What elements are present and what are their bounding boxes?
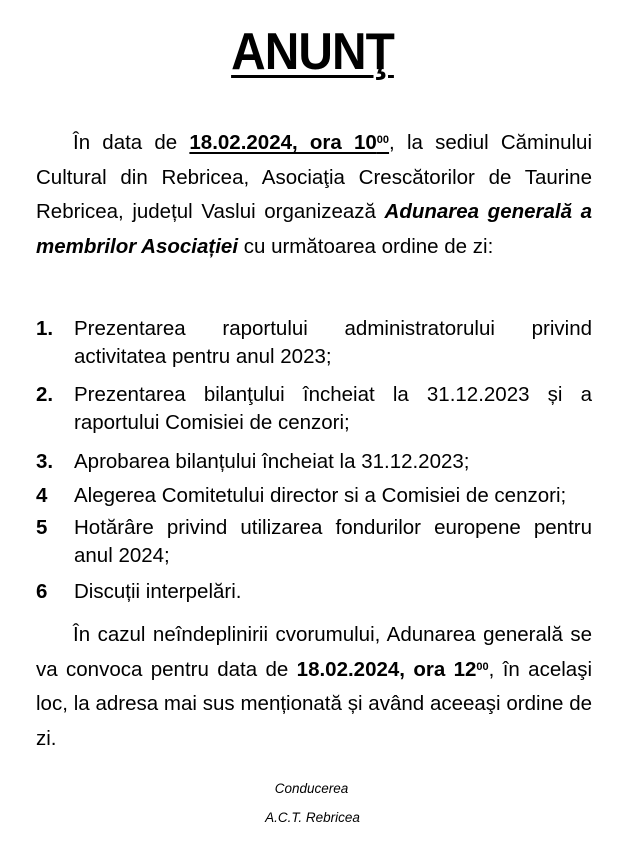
agenda-item-number: 5 <box>36 516 48 539</box>
signature-role: Conducerea <box>274 781 349 796</box>
fallback-text-start: În cazul neîndeplinirii cvorumului, Adunarea generală se va convoca pentru data de <box>36 623 592 681</box>
agenda-item-1-list <box>36 315 592 371</box>
fallback-hour-minutes: 00 <box>476 660 489 673</box>
agenda-item-number: 2. <box>36 383 54 406</box>
agenda-item-5-list <box>36 514 592 570</box>
intro-paragraph <box>36 126 592 264</box>
signature-organization: A.C.T. Rebricea <box>265 810 360 825</box>
agenda-item-4-list <box>36 482 592 510</box>
agenda-item-2-list <box>36 381 592 437</box>
agenda-item-number: 1. <box>36 317 54 340</box>
agenda-item <box>36 315 592 371</box>
agenda-item-text: Aprobarea bilanțului încheiat la 31.12.2023; <box>74 450 470 473</box>
intro-text-start: În data de <box>73 131 190 154</box>
agenda-item-text: Hotărâre privind utilizarea fondurilor europene pentru anul 2024; <box>74 516 592 567</box>
agenda-item-text: Prezentarea bilanţului încheiat la 31.12.2023 și a raportului Comisiei de cenzori; <box>74 383 592 434</box>
agenda-item-text: Alegerea Comitetului director si a Comisiei de cenzori; <box>74 484 567 507</box>
agenda-item <box>36 514 592 570</box>
agenda-item <box>36 448 592 476</box>
intro-text-middle: , la sediul Căminului Cultural din Rebricea, Asociaţia Crescătorilor de Taurine Rebricea, județul Vaslui organizează <box>36 131 593 223</box>
agenda-item <box>36 482 592 510</box>
intro-text-end: cu următoarea ordine de zi: <box>238 234 494 258</box>
fallback-paragraph <box>36 618 592 756</box>
agenda-item <box>36 578 592 606</box>
fallback-text-end: , în acelaşi loc, la adresa mai sus menționată și având aceeaşi ordine de zi. <box>36 657 592 750</box>
agenda-item <box>36 381 592 437</box>
agenda-item-number: 4 <box>36 484 48 507</box>
agenda-item-number: 6 <box>36 580 48 603</box>
agenda-item-3-list <box>36 448 592 476</box>
meeting-date-time: 18.02.2024, ora $10^{00}$ <box>189 131 390 154</box>
meeting-hour-minutes: 00 <box>376 134 390 146</box>
agenda-item-text: Prezentarea raportului administratorului privind activitatea pentru anul 2023; <box>74 317 592 368</box>
agenda-item-6-list <box>36 578 592 606</box>
agenda-item-text: Discuții interpelări. <box>74 580 242 603</box>
assembly-name: Adunarea generală a membrilor Asociației <box>36 200 592 258</box>
agenda-item-number: 3. <box>36 450 54 473</box>
announcement-title: ANUNŢ <box>231 23 394 81</box>
fallback-date-time: 18.02.2024, ora $12^{00}$ <box>296 657 489 681</box>
